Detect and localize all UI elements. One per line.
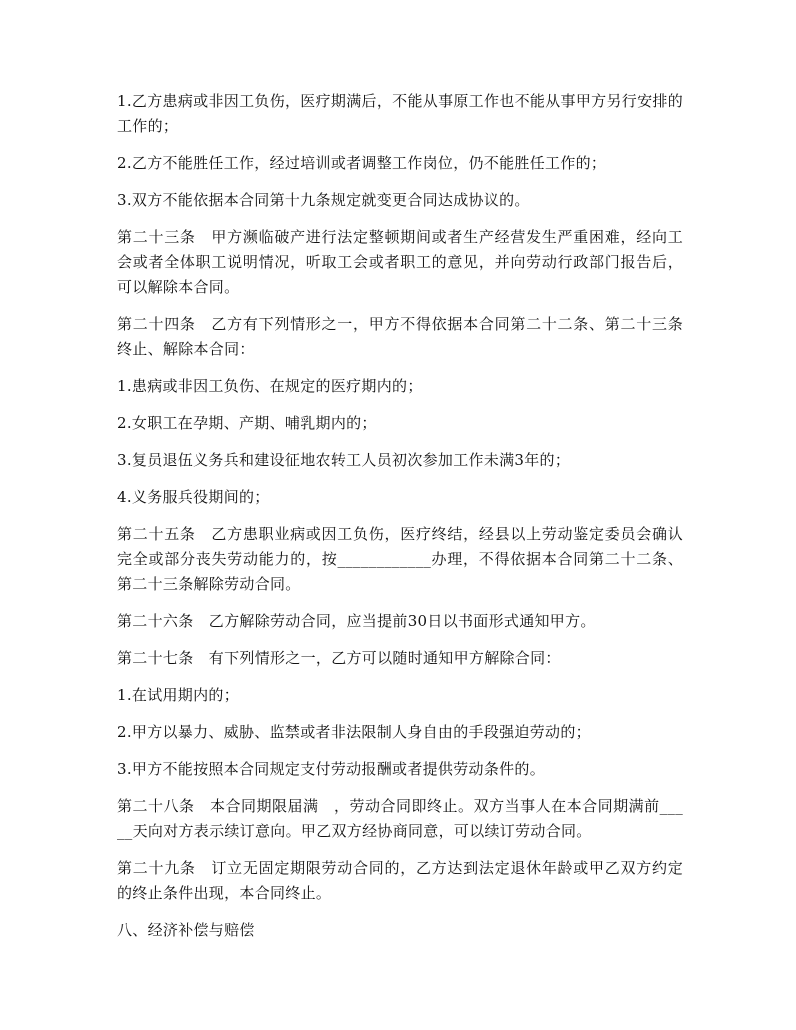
clause-24: 第二十四条 乙方有下列情形之一，甲方不得依据本合同第二十二条、第二十三条终止、解除本合同： [117, 315, 683, 358]
clause-29: 第二十九条 订立无固定期限劳动合同的，乙方达到法定退休年龄或甲乙双方约定的终止条件出现，本合同终止。 [117, 859, 683, 902]
document-page [117, 89, 683, 943]
clause-paragraph: 2.甲方以暴力、威胁、监禁或者非法限制人身自由的手段强迫劳动的； [117, 723, 591, 741]
clause-28: 第二十八条 本合同期限届满 ，劳动合同即终止。双方当事人在本合同期满前_____天向对方表示续订意向。甲乙双方经协商同意，可以续订劳动合同。 [117, 797, 683, 840]
clause-paragraph: 3.复员退伍义务兵和建设征地农转工人员初次参加工作未满3年的； [117, 451, 571, 469]
clause-paragraph: 3.双方不能依据本合同第十九条规定就变更合同达成协议的。 [117, 191, 530, 209]
clause-25: 第二十五条 乙方患职业病或因工负伤，医疗终结，经县以上劳动鉴定委员会确认完全或部分丧失劳动能力的，按____________办理，不得依据本合同第二十二条、第二十三条解除劳动合同。 [117, 525, 683, 593]
clause-paragraph: 4.义务服兵役期间的； [117, 488, 270, 506]
clause-paragraph: 1.患病或非因工负伤、在规定的医疗期内的； [117, 377, 423, 395]
section-heading: 八、经济补偿与赔偿 [117, 921, 255, 939]
clause-23: 第二十三条 甲方濒临破产进行法定整顿期间或者生产经营发生严重困难，经向工会或者全体职工说明情况，听取工会或者职工的意见，并向劳动行政部门报告后，可以解除本合同。 [117, 228, 683, 296]
clause-paragraph: 2.乙方不能胜任工作，经过培训或者调整工作岗位，仍不能胜任工作的； [117, 154, 607, 172]
clause-paragraph: 3.甲方不能按照本合同规定支付劳动报酬或者提供劳动条件的。 [117, 760, 546, 778]
clause-27: 第二十七条 有下列情形之一，乙方可以随时通知甲方解除合同： [117, 649, 561, 667]
clause-26: 第二十六条 乙方解除劳动合同，应当提前30日以书面形式通知甲方。 [117, 612, 596, 630]
clause-paragraph: 1.乙方患病或非因工负伤，医疗期满后，不能从事原工作也不能从事甲方另行安排的工作的； [117, 92, 683, 135]
clause-paragraph: 2.女职工在孕期、产期、哺乳期内的； [117, 414, 377, 432]
clause-paragraph: 1.在试用期内的； [117, 686, 240, 704]
